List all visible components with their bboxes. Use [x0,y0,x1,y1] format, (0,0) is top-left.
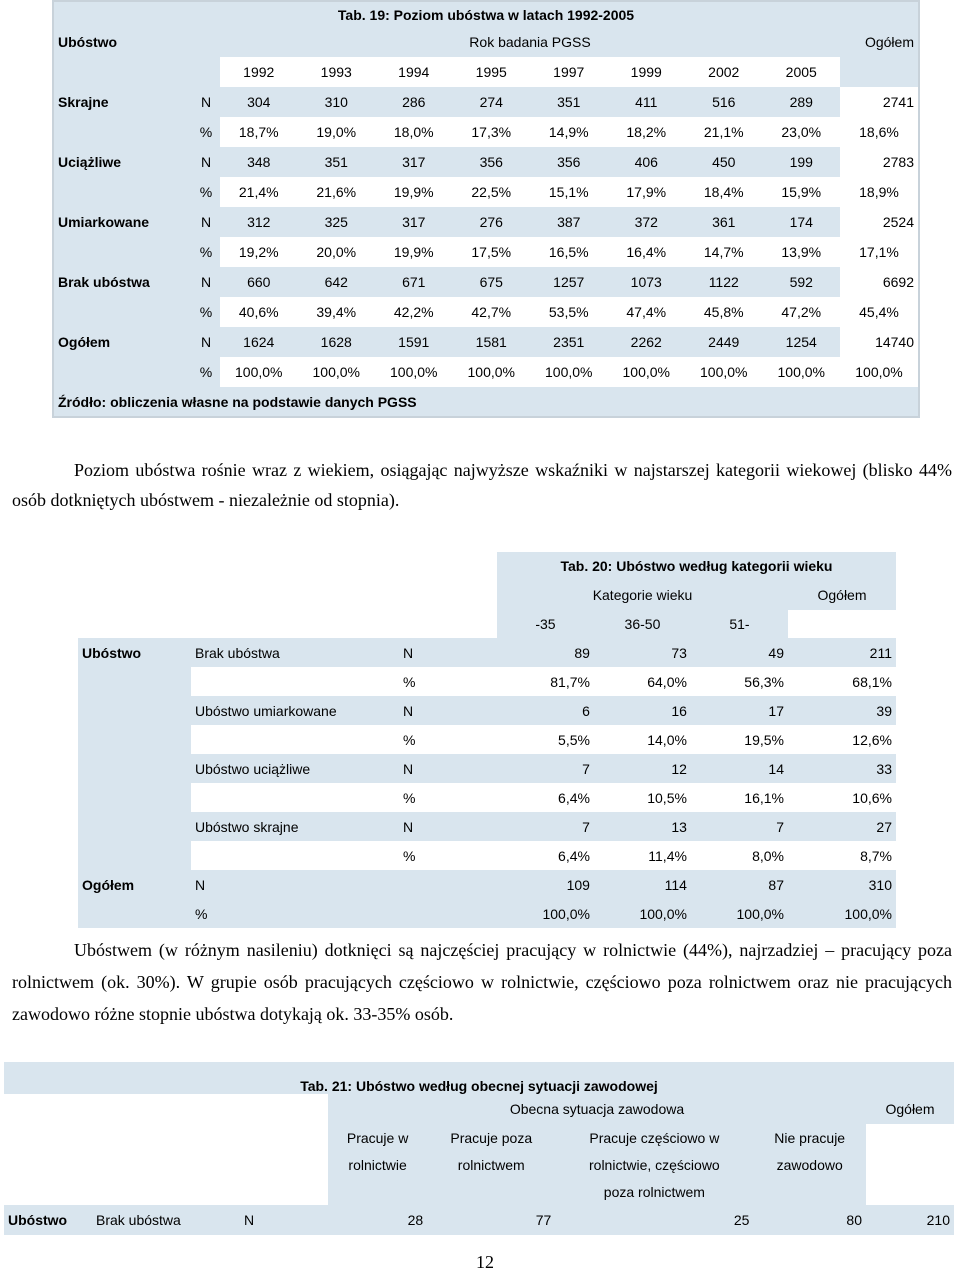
table-cell [191,610,399,638]
data-row-pct [53,237,919,267]
column-header: zawodowo [753,1151,866,1178]
n-label: N [191,870,497,899]
data-cell: 10,6% [788,783,896,812]
data-cell: 406 [608,147,686,177]
data-cell: 53,5% [530,297,608,327]
year-header: 1994 [375,57,453,87]
data-cell: 2351 [530,327,608,357]
data-cell: 42,7% [453,297,531,327]
category-label: Uciążliwe [53,147,192,177]
data-cell: 12 [594,754,691,783]
table-cell [78,725,191,754]
table-cell [4,1094,92,1124]
table-cell [191,725,399,754]
data-row-n [53,267,919,297]
data-cell: 356 [453,147,531,177]
n-label: N [192,147,220,177]
n-label: N [192,327,220,357]
data-cell: 23,0% [763,117,841,147]
table-cell [866,1151,954,1178]
data-cell: 114 [594,870,691,899]
data-cell: 6,4% [497,783,594,812]
year-header: 1993 [298,57,376,87]
data-cell: 411 [608,87,686,117]
data-cell: 14 [691,754,788,783]
row-label: Ubóstwo umiarkowane [191,696,399,725]
row-label: Brak ubóstwa [92,1205,240,1235]
age-row [78,610,896,638]
table-cell [192,27,220,57]
data-cell: 387 [530,207,608,237]
data-cell: 1591 [375,327,453,357]
table-cell [399,552,497,580]
total-header: Ogółem [840,27,919,57]
table-19-grid [52,0,920,418]
category-label: Umiarkowane [53,207,192,237]
category-label: Ogółem [53,327,192,357]
year-header: 1997 [530,57,608,87]
table-cell [4,1124,92,1151]
data-cell: 6,4% [497,841,594,870]
data-cell: 100,0% [763,357,841,387]
data-cell: 100,0% [788,899,896,928]
table-cell [92,1124,240,1151]
data-row-pct [53,297,919,327]
data-cell: 8,7% [788,841,896,870]
data-row-n [53,87,919,117]
row-label: Brak ubóstwa [191,638,399,667]
category-label: Brak ubóstwa [53,267,192,297]
column-group-header: Obecna sytuacja zawodowa [328,1094,866,1124]
data-cell: 1581 [453,327,531,357]
data-cell: 56,3% [691,667,788,696]
data-cell: 317 [375,147,453,177]
data-cell: 15,1% [530,177,608,207]
data-cell: 14,9% [530,117,608,147]
data-cell: 317 [375,207,453,237]
data-cell: 15,9% [763,177,841,207]
data-cell: 100,0% [530,357,608,387]
column-header-row [4,1178,954,1205]
table-cell [191,783,399,812]
data-cell: 7 [497,812,594,841]
table-cell [78,783,191,812]
data-row-n [53,327,919,357]
n-label: N [192,87,220,117]
data-cell: 27 [788,812,896,841]
table-cell [240,1094,328,1124]
pct-label: % [399,841,497,870]
row-label: Ubóstwo skrajne [191,812,399,841]
data-cell: 18,4% [685,177,763,207]
data-cell: 21,1% [685,117,763,147]
data-cell: 642 [298,267,376,297]
data-cell: 18,7% [220,117,298,147]
pct-label: % [192,117,220,147]
data-cell: 274 [453,87,531,117]
data-cell: 325 [298,207,376,237]
table-cell [78,610,191,638]
data-cell: 14740 [840,327,919,357]
table-caption: Tab. 20: Ubóstwo według kategorii wieku [497,552,896,580]
data-cell: 100,0% [608,357,686,387]
data-cell: 33 [788,754,896,783]
data-cell: 18,0% [375,117,453,147]
table-cell [78,552,191,580]
data-cell: 7 [497,754,594,783]
data-cell: 16 [594,696,691,725]
n-label: N [192,267,220,297]
row-header-title: Ubóstwo [53,27,192,57]
data-row-n [78,754,896,783]
data-cell: 2524 [840,207,919,237]
row-label: Ubóstwo uciążliwe [191,754,399,783]
pct-label: % [399,783,497,812]
column-header: Pracuje poza [427,1124,555,1151]
year-header: 2005 [763,57,841,87]
data-cell: 2783 [840,147,919,177]
data-cell: 20,0% [298,237,376,267]
data-cell: 2741 [840,87,919,117]
table-cell [192,57,220,87]
data-cell: 174 [763,207,841,237]
table-cell [92,1094,240,1124]
pct-label: % [399,725,497,754]
column-header: rolnictwem [427,1151,555,1178]
column-header: Pracuje w [328,1124,427,1151]
table-cell [840,57,919,87]
column-header-row [4,1151,954,1178]
data-cell: 1254 [763,327,841,357]
data-row-pct [78,841,896,870]
data-cell: 40,6% [220,297,298,327]
data-cell: 372 [608,207,686,237]
column-header [427,1178,555,1205]
main-label [78,754,191,783]
data-cell: 310 [788,870,896,899]
data-cell: 100,0% [298,357,376,387]
data-cell: 16,4% [608,237,686,267]
year-header: 2002 [685,57,763,87]
data-cell: 1122 [685,267,763,297]
data-cell: 199 [763,147,841,177]
data-cell: 73 [594,638,691,667]
data-cell: 289 [763,87,841,117]
table-caption-row [53,1,919,27]
table-caption-row [4,1062,954,1094]
data-cell: 18,9% [840,177,919,207]
data-row-n [78,638,896,667]
table-cell [78,580,191,610]
data-row-pct [78,725,896,754]
n-label: N [399,638,497,667]
pct-label: % [399,667,497,696]
table-cell [53,177,192,207]
table-cell [240,1124,328,1151]
data-cell: 25 [555,1205,753,1235]
pct-label: % [192,237,220,267]
data-cell: 1257 [530,267,608,297]
n-label: N [399,754,497,783]
data-cell: 80 [753,1205,866,1235]
age-header: 36-50 [594,610,691,638]
main-label: Ubóstwo [78,638,191,667]
data-cell: 351 [530,87,608,117]
data-row-n [78,696,896,725]
column-header: rolnictwie [328,1151,427,1178]
paragraph-age: Poziom ubóstwa rośnie wraz z wiekiem, osiągając najwyższe wskaźniki w najstarszej kategorii wiekowej (blisko 44% osób dotkniętych ubóstwem - niezależnie od stopnia). [12,460,952,510]
total-label: Ogółem [78,870,191,899]
table-header-row [4,1094,954,1124]
data-cell: 1628 [298,327,376,357]
data-cell: 450 [685,147,763,177]
data-cell: 11,4% [594,841,691,870]
data-cell: 47,2% [763,297,841,327]
data-cell: 18,2% [608,117,686,147]
table-cell [191,667,399,696]
data-cell: 17,9% [608,177,686,207]
data-cell: 39 [788,696,896,725]
column-header [753,1178,866,1205]
years-row [53,57,919,87]
table-20-grid [78,552,896,928]
data-cell: 45,8% [685,297,763,327]
data-cell: 100,0% [840,357,919,387]
pct-label: % [192,177,220,207]
column-header-row [4,1124,954,1151]
total-header: Ogółem [788,580,896,610]
data-cell: 7 [691,812,788,841]
data-row-pct [53,117,919,147]
data-cell: 16,1% [691,783,788,812]
data-cell: 17 [691,696,788,725]
data-cell: 276 [453,207,531,237]
table-caption: Tab. 21: Ubóstwo według obecnej sytuacji zawodowej [4,1062,954,1094]
data-row-pct [78,667,896,696]
table-cell [788,610,896,638]
data-cell: 81,7% [497,667,594,696]
column-header [328,1178,427,1205]
table-cell [4,1151,92,1178]
table-cell [78,841,191,870]
table-21-grid [4,1062,954,1235]
table-cell [399,580,497,610]
table-header-row [78,580,896,610]
table-cell [53,117,192,147]
data-cell: 13,9% [763,237,841,267]
table-cell [92,1151,240,1178]
table-cell [399,610,497,638]
age-header: -35 [497,610,594,638]
total-row-pct [78,899,896,928]
year-header: 1992 [220,57,298,87]
source-row [53,387,919,417]
table-cell [53,237,192,267]
data-cell: 19,5% [691,725,788,754]
data-cell: 356 [530,147,608,177]
table-19 [52,0,920,418]
table-header-row [53,27,919,57]
data-cell: 14,0% [594,725,691,754]
data-cell: 10,5% [594,783,691,812]
data-row-pct [78,783,896,812]
column-group-header: Kategorie wieku [497,580,788,610]
data-cell: 68,1% [788,667,896,696]
data-cell: 5,5% [497,725,594,754]
n-label: N [192,207,220,237]
pct-label: % [192,297,220,327]
data-row-n [53,147,919,177]
data-cell: 6 [497,696,594,725]
data-row-pct [53,177,919,207]
data-cell: 2262 [608,327,686,357]
data-cell: 592 [763,267,841,297]
year-header: 1999 [608,57,686,87]
pct-label: % [192,357,220,387]
data-row-n [4,1205,954,1235]
data-cell: 286 [375,87,453,117]
data-cell: 100,0% [497,899,594,928]
page-number: 12 [476,1252,494,1272]
column-header: Nie pracuje [753,1124,866,1151]
data-cell: 671 [375,267,453,297]
data-cell: 310 [298,87,376,117]
table-cell [53,357,192,387]
data-cell: 18,6% [840,117,919,147]
data-cell: 17,3% [453,117,531,147]
data-cell: 312 [220,207,298,237]
data-cell: 28 [328,1205,427,1235]
column-header: poza rolnictwem [555,1178,753,1205]
main-label: Ubóstwo [4,1205,92,1235]
data-cell: 89 [497,638,594,667]
table-caption: Tab. 19: Poziom ubóstwa w latach 1992-2005 [53,1,919,27]
table-cell [92,1178,240,1205]
data-cell: 304 [220,87,298,117]
data-cell: 361 [685,207,763,237]
table-cell [53,297,192,327]
data-cell: 21,6% [298,177,376,207]
pct-label: % [191,899,497,928]
table-cell [78,899,191,928]
data-cell: 45,4% [840,297,919,327]
data-cell: 100,0% [594,899,691,928]
column-header: Pracuje częściowo w [555,1124,753,1151]
data-row-pct [53,357,919,387]
table-cell [78,667,191,696]
data-cell: 16,5% [530,237,608,267]
data-cell: 6692 [840,267,919,297]
data-cell: 351 [298,147,376,177]
total-row-n [78,870,896,899]
data-cell: 348 [220,147,298,177]
column-group-header: Rok badania PGSS [220,27,840,57]
table-source: Źródło: obliczenia własne na podstawie danych PGSS [53,387,919,417]
main-label [78,696,191,725]
data-cell: 64,0% [594,667,691,696]
table-cell [191,552,399,580]
data-cell: 47,4% [608,297,686,327]
table-cell [191,580,399,610]
data-cell: 22,5% [453,177,531,207]
data-cell: 211 [788,638,896,667]
data-row-n [78,812,896,841]
table-21 [4,1062,954,1235]
data-cell: 100,0% [375,357,453,387]
data-cell: 39,4% [298,297,376,327]
data-cell: 100,0% [453,357,531,387]
data-cell: 14,7% [685,237,763,267]
table-20 [78,552,896,928]
table-cell [240,1178,328,1205]
data-cell: 17,1% [840,237,919,267]
table-cell [53,57,192,87]
data-row-n [53,207,919,237]
data-cell: 87 [691,870,788,899]
data-cell: 210 [866,1205,954,1235]
data-cell: 1624 [220,327,298,357]
total-header: Ogółem [866,1094,954,1124]
data-cell: 19,2% [220,237,298,267]
main-label [78,812,191,841]
data-cell: 8,0% [691,841,788,870]
data-cell: 21,4% [220,177,298,207]
data-cell: 109 [497,870,594,899]
data-cell: 12,6% [788,725,896,754]
column-header: rolnictwie, częściowo [555,1151,753,1178]
table-cell [240,1151,328,1178]
n-label: N [240,1205,328,1235]
n-label: N [399,696,497,725]
table-cell [191,841,399,870]
table-cell [866,1178,954,1205]
table-caption-row [78,552,896,580]
data-cell: 1073 [608,267,686,297]
age-header: 51- [691,610,788,638]
data-cell: 660 [220,267,298,297]
data-cell: 19,0% [298,117,376,147]
data-cell: 49 [691,638,788,667]
data-cell: 100,0% [220,357,298,387]
data-cell: 17,5% [453,237,531,267]
data-cell: 100,0% [685,357,763,387]
table-cell [866,1124,954,1151]
table-cell [4,1178,92,1205]
data-cell: 19,9% [375,177,453,207]
data-cell: 2449 [685,327,763,357]
n-label: N [399,812,497,841]
data-cell: 77 [427,1205,555,1235]
data-cell: 42,2% [375,297,453,327]
data-cell: 100,0% [691,899,788,928]
year-header: 1995 [453,57,531,87]
data-cell: 516 [685,87,763,117]
category-label: Skrajne [53,87,192,117]
data-cell: 13 [594,812,691,841]
data-cell: 675 [453,267,531,297]
paragraph-occupation: Ubóstwem (w różnym nasileniu) dotknięci są najczęściej pracujący w rolnictwie (44%), najrzadziej – pracujący poza rolnictwem (ok. 30%). W grupie osób pracujących częściowo w rolnictwie, częściowo poza rolnictwem oraz nie pracujących zawodowo różne stopnie ubóstwa dotykają ok. 33-35% osób. [12,940,952,1024]
data-cell: 19,9% [375,237,453,267]
